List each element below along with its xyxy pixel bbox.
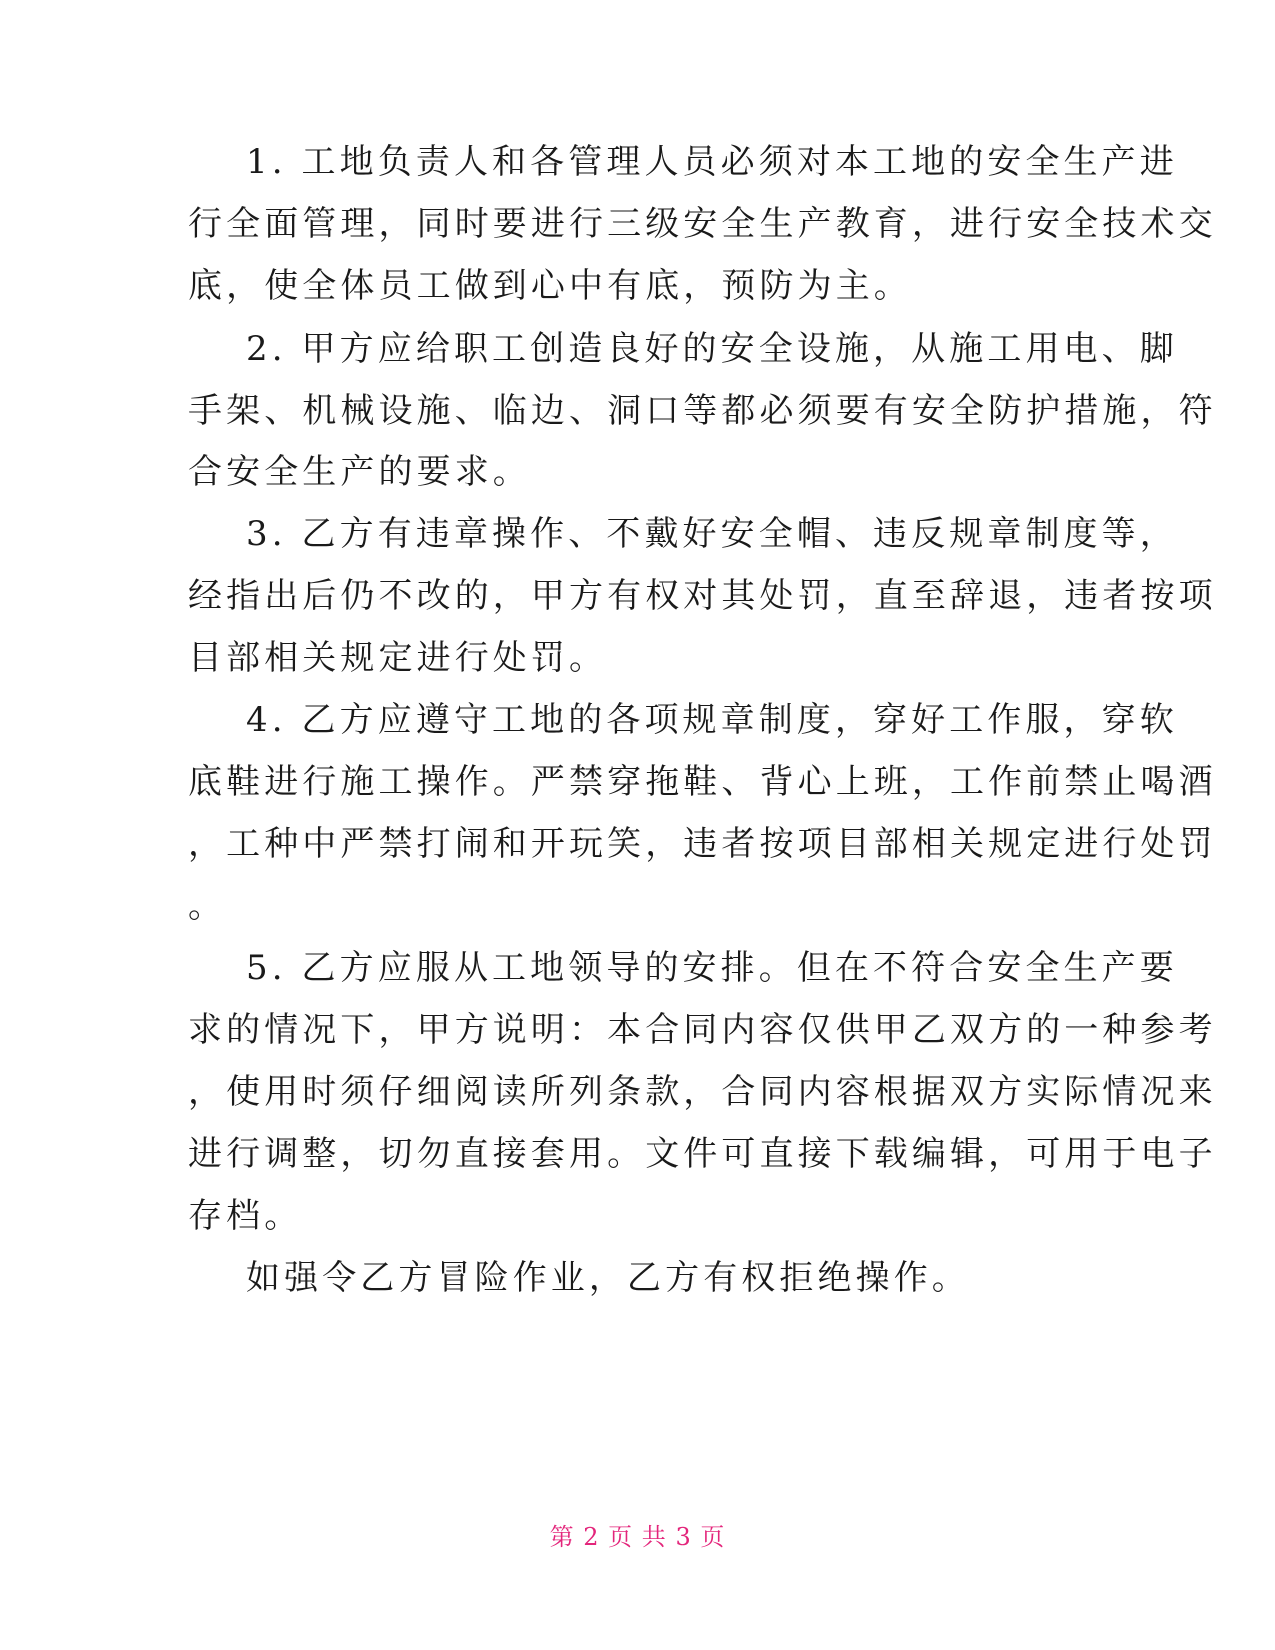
text-line: ，使用时须仔细阅读所列条款，合同内容根据双方实际情况来	[188, 1072, 1217, 1112]
text-line: 如强令乙方冒险作业，乙方有权拒绝操作。	[246, 1258, 970, 1298]
text-line: 合安全生产的要求。	[188, 452, 531, 492]
text-line: 底鞋进行施工操作。严禁穿拖鞋、背心上班，工作前禁止喝酒	[188, 762, 1217, 802]
page-number-footer: 第 2 页 共 3 页	[549, 1523, 726, 1551]
text-line: 求的情况下，甲方说明：本合同内容仅供甲乙双方的一种参考	[188, 1010, 1217, 1050]
text-line: 目部相关规定进行处罚。	[188, 638, 608, 678]
text-line: 存档。	[188, 1196, 303, 1236]
text-line: 。	[188, 886, 227, 926]
text-line: 5. 乙方应服从工地领导的安排。但在不符合安全生产要	[246, 948, 1178, 988]
text-line: 进行调整，切勿直接套用。文件可直接下载编辑，可用于电子	[188, 1134, 1217, 1174]
text-line: 底，使全体员工做到心中有底，预防为主。	[188, 266, 912, 306]
text-line: 3. 乙方有违章操作、不戴好安全帽、违反规章制度等，	[246, 514, 1178, 554]
text-line: 1. 工地负责人和各管理人员必须对本工地的安全生产进	[246, 142, 1178, 182]
text-line: ，工种中严禁打闹和开玩笑，违者按项目部相关规定进行处罚	[188, 824, 1217, 864]
text-line: 2. 甲方应给职工创造良好的安全设施，从施工用电、脚	[246, 329, 1178, 369]
text-line: 手架、机械设施、临边、洞口等都必须要有安全防护措施，符	[188, 391, 1217, 431]
text-line: 行全面管理，同时要进行三级安全生产教育，进行安全技术交	[188, 204, 1217, 244]
text-line: 4. 乙方应遵守工地的各项规章制度，穿好工作服，穿软	[246, 700, 1178, 740]
text-line: 经指出后仍不改的，甲方有权对其处罚，直至辞退，违者按项	[188, 576, 1217, 616]
